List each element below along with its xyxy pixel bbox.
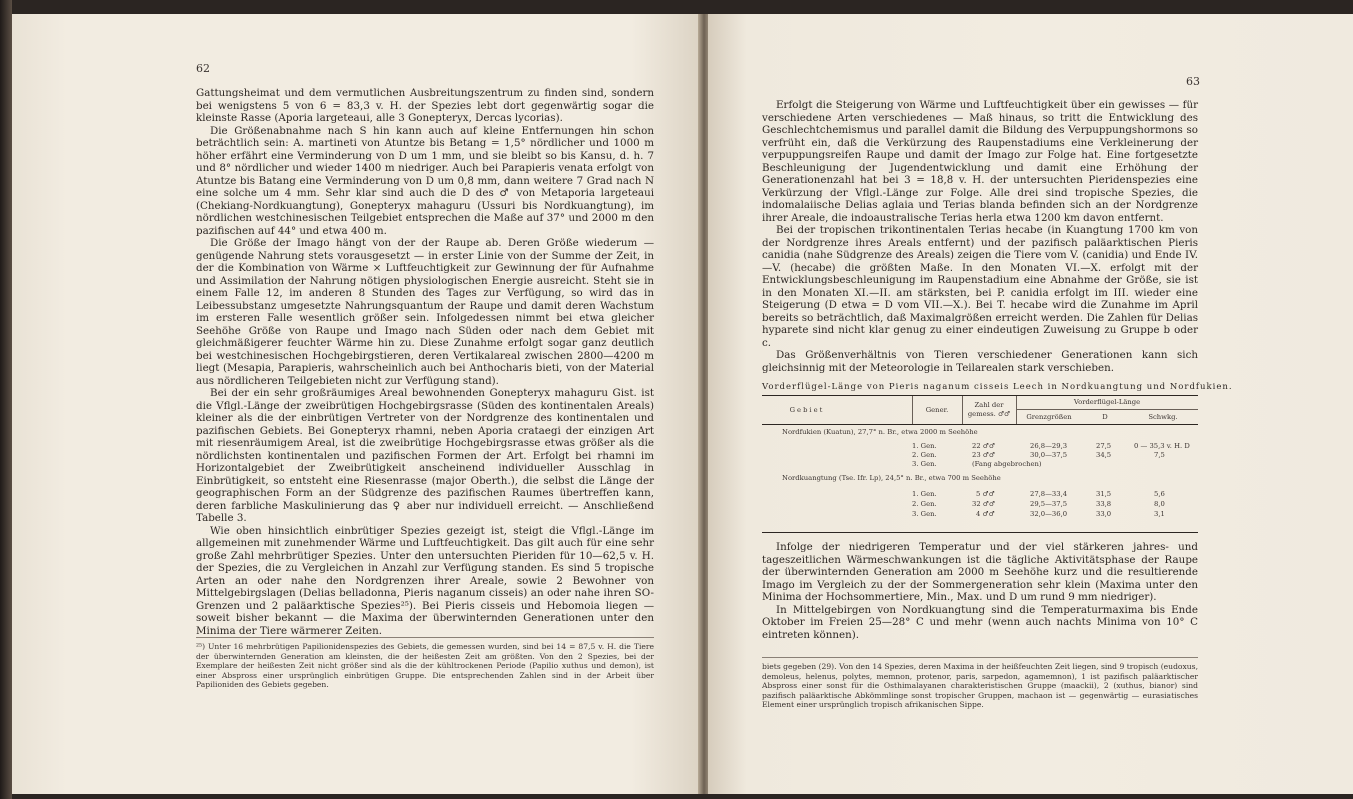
paragraph: Bei der ein sehr großräumiges Areal bewohnenden Gonepteryx mahaguru Gist. ist die Vflgl.-Länge der zweibrütigen Hochgebirgsrasse (Süden des kontinentalen Areals) kleiner als die der einbrütigen Vertreter von der Nordgrenze des kontinentalen und pazifischen Gebiets. Bei Gonepteryx rhamni, neben Aporia crataegi der einzigen Art mit riesenräumigem Areal, ist die zweibrütige Hochgebirgsrasse etwas größer als die nördlichsten kontinentalen und pazifischen Formen der Art. Erfolgt bei rhamni im Horizontalgebiet der Zweibrütigkeit anscheinend individueller Ausschlag in Einbrütigkeit, so entsteht eine Riesenrasse (major Oberth.), die selbst die Länge der geographischen Form an der Südgrenze des pazifischen Raumes übertreffen kann, deren farbliche Maskulinierung das ♀ aber nur individuell erreicht. — Anschließend Tabelle 3.	[196, 387, 654, 524]
table-cell: 3. Gen.	[912, 510, 937, 518]
table-cell: 31,5	[1096, 490, 1112, 498]
header-d: D	[1102, 413, 1108, 421]
header-gener: Gener.	[925, 406, 949, 414]
right-page-body	[762, 99, 1198, 374]
paragraph: Bei der tropischen trikontinentalen Terias hecabe (in Kuangtung 1700 km von der Nordgrenze ihres Areals entfernt) und der pazifisch paläarktischen Pieris canidia (nahe Südgrenze des Areals) zeigen die Tiere vom V. (canidia) und Ende IV.—V. (hecabe) die größten Maße. In den Monaten VI.—X. erfolgt mit der Entwicklungsbeschleunigung im Raupenstadium eine Abnahme der Größe, sie ist in den Monaten XI.—II. am stärksten, bei P. canidia erfolgt im III. wieder eine Steigerung (D etwa = D vom VII.—X.). Bei T. hecabe wird die Zunahme im April bereits so beträchtlich, daß Maximalgrößen erreicht werden. Die Zahlen für Delias hyparete sind nicht klar genug zu einer eindeutigen Zuweisung zu Gruppe b oder c.	[762, 224, 1198, 349]
table-cell: 32 ♂♂	[972, 500, 995, 508]
table-cell: 5,6	[1154, 490, 1165, 498]
table-cell: 1. Gen.	[912, 490, 937, 498]
paragraph: Wie oben hinsichtlich einbrütiger Spezies gezeigt ist, steigt die Vflgl.-Länge im allgemeinen mit zunehmender Wärme und Luftfeuchtigkeit. Das gilt auch für eine sehr große Zahl mehrbrütiger Spezies. Unter den untersuchten Pieriden für 10—62,5 v. H. der Spezies, die zu Vergleichen in Anzahl zur Verfügung standen. Es sind 5 tropische Arten an oder nahe den Nordgrenzen ihrer Areale, sowie 2 Bewohner von Mittelgebirgslagen (Delias belladonna, Pieris naganum cisseis) an oder nahe ihren SO-Grenzen und 2 paläarktische Spezies²⁵). Bei Pieris cisseis und Hebomoia liegen — soweit bisher bekannt — die Maxima der überwinternden Generationen unter den Minima der Tiere wärmerer Zeiten.	[196, 524, 654, 637]
paragraph: Gattungsheimat und dem vermutlichen Ausbreitungszentrum zu finden sind, sondern bei wenigstens 5 von 6 = 83,3 v. H. der Spezies lebt dort gegenwärtig sogar die kleinste Rasse (Aporia largeteaui, alle 3 Gonepteryx, Dercas lycorias).	[196, 87, 654, 124]
group-label: Nordfukien (Kuatun), 27,7° n. Br., etwa 2000 m Seehöhe	[782, 428, 978, 436]
table-cell: 1. Gen.	[912, 442, 937, 450]
table-cell: 7,5	[1154, 451, 1165, 459]
table-cell: 0 — 35,3 v. H. D	[1134, 442, 1190, 450]
table-cell: 27,5	[1096, 442, 1112, 450]
table-cell: 33,8	[1096, 500, 1112, 508]
right-page-number: 63	[1186, 75, 1200, 88]
left-page-number: 62	[196, 62, 210, 75]
table-cell: 3,1	[1154, 510, 1165, 518]
paragraph: Das Größenverhältnis von Tieren verschiedener Generationen kann sich gleichsinnig mit der Meteorologie in Teilarealen stark verschieben.	[762, 349, 1198, 374]
footnote-text: biets gegeben (29). Von den 14 Spezies, deren Maxima in der heißfeuchten Zeit liegen, sind 9 tropisch (eudoxus, demoleus, helenus, polytes, memnon, protenor, paris, sarpedon, agamemnon), 1 ist pazifisch paläarktischer Abspross einer sonst für die Osthimalayanen charakteristischen Gruppe (maackii), 2 (xuthus, bianor) sind pazifisch paläarktische Abkömmlinge sonst tropischer Gruppen, machaon ist — gegenwärtig — eurasiatisches Element einer ursprünglich tropisch afrikanischen Sippe.	[762, 662, 1198, 709]
header-zahl: Zahl der gemess. ♂♂	[967, 401, 1011, 418]
table-cell: 2. Gen.	[912, 451, 937, 459]
table-cell: 22 ♂♂	[972, 442, 995, 450]
left-page-body	[196, 87, 654, 637]
table-cell: 3. Gen.	[912, 460, 937, 468]
table-cell: 26,8—29,3	[1030, 442, 1068, 450]
table-cell: 32,0—36,0	[1030, 510, 1068, 518]
table-cell: 23 ♂♂	[972, 451, 995, 459]
table-header	[762, 396, 1198, 425]
paragraph: Die Größe der Imago hängt von der der Raupe ab. Deren Größe wiederum — genügende Nahrung stets vorausgesetzt — in erster Linie von der Summe der Zeit, in der die Kombination von Wärme × Luftfeuchtigkeit zur Gewinnung der für Aufnahme und Assimilation der Nahrung nötigen physiologischen Energie ausreicht. Steht sie in einem Falle 12, im anderen 8 Stunden des Tages zur Verfügung, so wird das in Leibessubstanz umgesetzte Nahrungsquantum der Raupe und damit deren Wachstum im ersteren Falle wesentlich größer sein. Infolgedessen nimmt bei etwa gleicher Seehöhe Größe von Raupe und Imago nach Süden oder nach dem Gebiet mit gleichmäßigerer feuchter Wärme hin zu. Diese Zunahme erfolgt sogar ganz deutlich bei westchinesischen Hochgebirgstieren, deren Vertikalareal zwischen 2800—4200 m liegt (Mesapia, Parapieris, wahrscheinlich auch bei Anthocharis bieti, von der Material aus nördlicheren Teilgebieten nicht zur Verfügung stand).	[196, 237, 654, 387]
table-cell: 30,0—37,5	[1030, 451, 1068, 459]
table-cell: 33,0	[1096, 510, 1112, 518]
table-cell: 29,5—37,5	[1030, 500, 1068, 508]
paragraph: Infolge der niedrigeren Temperatur und der viel stärkeren jahres- und tageszeitlichen Wärmeschwankungen ist die tägliche Aktivitätsphase der Raupe der überwinternden Generation am 2000 m Seehöhe kurz und die resultierende Imago im Vergleich zu der der Sommergeneration sehr klein (Maxima unter den Minima der Hochsommertiere, Min., Max. und D um rund 9 mm niedriger).	[762, 541, 1198, 603]
header-grenz: Grenzgrößen	[1026, 413, 1072, 421]
header-schwkg: Schwkg.	[1148, 413, 1178, 421]
right-page-body-continued	[762, 541, 1198, 651]
table-cell: 2. Gen.	[912, 500, 937, 508]
footnote-text: ²⁵) Unter 16 mehrbrütigen Papilionidenspezies des Gebiets, die gemessen wurden, sind bei 14 = 87,5 v. H. die Tiere der überwinternden Generation am kleinsten, die der heißesten Zeit am größten. Von den 2 Spezies, bei der Exemplare der heißesten Zeit nicht größer sind als die der kühltrockenen Periode (Papilio xuthus und demon), ist einer Abspross einer ursprünglich einbrütigen Gruppe. Die entsprechenden Zahlen sind in der Arbeit über Papilioniden des Gebiets gegeben.	[196, 642, 654, 689]
table-cell: 8,0	[1154, 500, 1165, 508]
header-vfl: Vorderflügel-Länge	[1073, 398, 1141, 406]
table-caption: Vorderflügel-Länge von Pieris naganum cisseis Leech in Nordkuangtung und Nordfukien.	[762, 382, 1233, 392]
left-footnote	[196, 637, 654, 702]
paragraph: Erfolgt die Steigerung von Wärme und Luftfeuchtigkeit über ein gewisses — für verschiedene Arten verschiedenes — Maß hinaus, so tritt die Entwicklung des Geschlechtchemismus und parallel damit die Bildung des Verpuppungshormons so verfrüht ein, daß die Verkürzung des Raupenstadiums eine Verkleinerung der verpuppungsreifen Raupe und damit der Imago zur Folge hat. Eine fortgesetzte Beschleunigung der Jugendentwicklung und damit eine Erhöhung der Generationenzahl hat bei 3 = 18,8 v. H. der untersuchten Pieridenspezies eine Verkürzung der Vflgl.-Länge zur Folge. Alle drei sind tropische Spezies, die indomalaiische Delias aglaia und Terias blanda befinden sich an der Nordgrenze ihrer Areale, die indoaustralische Terias herla etwa 1200 km davon entfernt.	[762, 99, 1198, 224]
book-cover-edge	[0, 0, 12, 799]
table-cell: (Fang abgebrochen)	[972, 460, 1042, 468]
group-label: Nordkuangtung (Tse. Ifr. Lp), 24,5° n. Br., etwa 700 m Seehöhe	[782, 474, 1001, 482]
table-cell: 27,8—33,4	[1030, 490, 1068, 498]
paragraph: In Mittelgebirgen von Nordkuangtung sind die Temperaturmaxima bis Ende Oktober im Freien 25—28° C und mehr (wenn auch nachts Minima von 10° C eintreten können).	[762, 603, 1198, 641]
wing-length-table	[762, 395, 1198, 533]
paragraph: Die Größenabnahme nach S hin kann auch auf kleine Entfernungen hin schon beträchtlich sein: A. martineti von Atuntze bis Betang = 1,5° nördlicher und 1000 m höher erfährt eine Verminderung von D um 1 mm, und sie bleibt so bis Kansu, d. h. 7 und 8° nördlicher und wieder 1400 m niedriger. Auch bei Parapieris venata erfolgt von Atuntze bis Batang eine Verminderung von D um 0,8 mm, dann weitere 7 Grad nach N eine solche um 4 mm. Sehr klar sind auch die D des ♂ von Metaporia largeteaui (Chekiang-Nordkuangtung), Gonepteryx mahaguru (Ussuri bis Nordkuangtung), im nördlichen westchinesischen Teilgebiet entsprechen die Maße auf 37° und 2000 m den pazifischen auf 44° und etwa 400 m.	[196, 124, 654, 237]
table-cell: 4 ♂♂	[976, 510, 995, 518]
table-cell: 5 ♂♂	[976, 490, 995, 498]
table-cell: 34,5	[1096, 451, 1112, 459]
right-footnote	[762, 657, 1198, 712]
header-gebiet: Gebiet	[789, 406, 825, 414]
